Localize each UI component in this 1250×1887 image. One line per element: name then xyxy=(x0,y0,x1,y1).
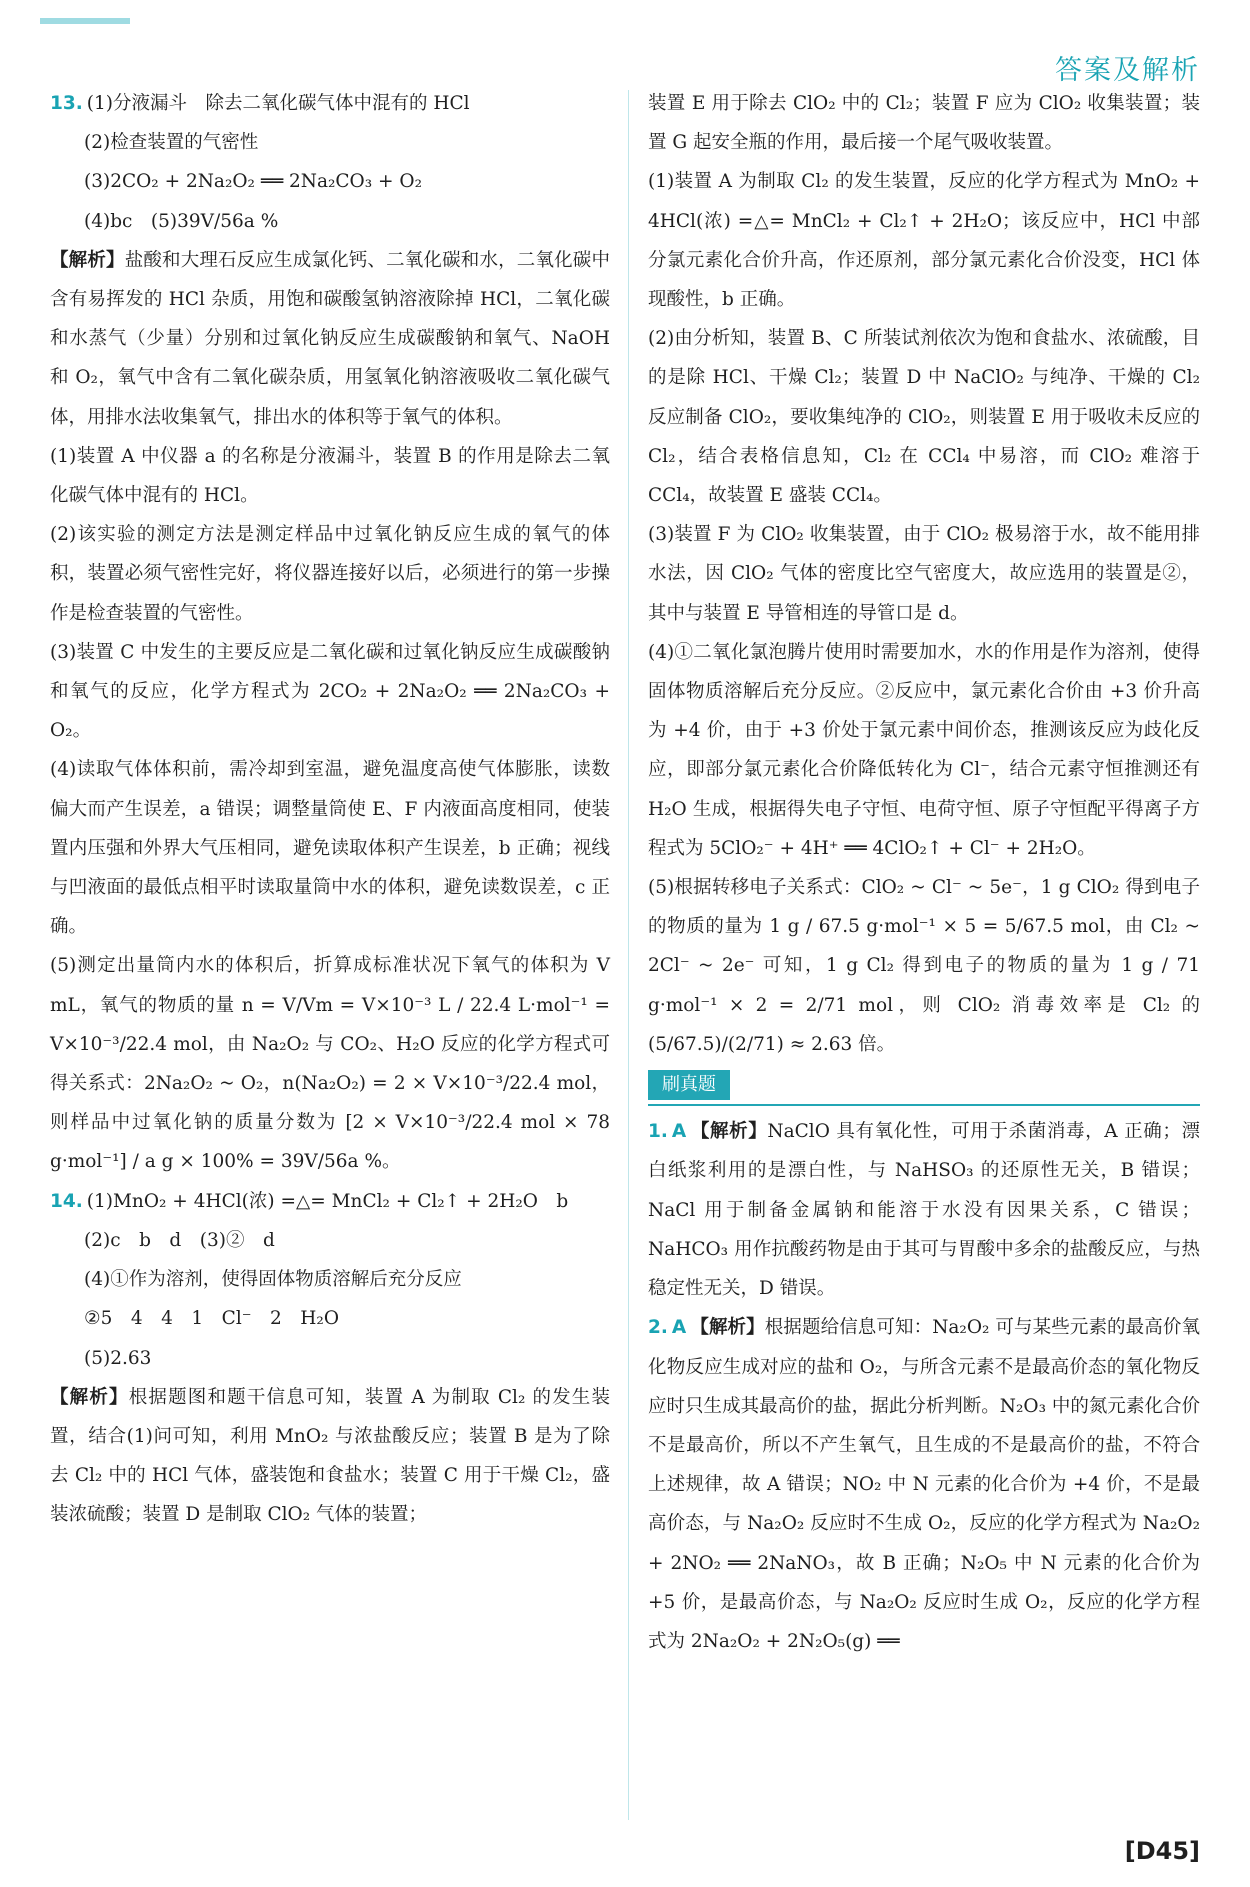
answer-line: (2)检查装置的气密性 xyxy=(84,132,259,154)
analysis-tag: 【解析】 xyxy=(50,249,125,271)
page-number: [D45] xyxy=(1124,1837,1200,1865)
answer-line: (4)bc (5)39V/56a % xyxy=(84,210,279,232)
analysis-paragraph: (1)装置 A 为制取 Cl₂ 的发生装置，反应的化学方程式为 MnO₂ + 4HCl(浓) =△= MnCl₂ + Cl₂↑ + 2H₂O；该反应中，HCl 中部分氯元素化合价升高，作还原剂，部分氯元素化合价没变，HCl 体现酸性，b 正确。 xyxy=(648,171,1200,311)
analysis-paragraph: (4)读取气体体积前，需冷却到室温，避免温度高使气体膨胀，读数偏大而产生误差，a 错误；调整量筒使 E、F 内液面高度相同，使装置内压强和外界大气压相同，避免读取体积产生误差，b 正确；视线与凹液面的最低点相平时读取量筒中水的体积，避免读数误差，c 正确。 xyxy=(50,759,610,938)
question-paragraph: 1. A 【解析】NaClO 具有氧化性，可用于杀菌消毒，A 正确；漂白纸浆利用的是漂白性，与 NaHSO₃ 的还原性无关，B 错误；NaCl 用于制备金属钠和能溶于水没有因果关系，C 错误；NaHCO₃ 用作抗酸药物是由于其可与胃酸中多余的盐酸反应，与热稳定性无关，D 错误。 xyxy=(648,1121,1200,1300)
answer-line: (4)①作为溶剂，使得固体物质溶解后充分反应 xyxy=(84,1269,462,1291)
page-header-title: 答案及解析 xyxy=(1055,55,1200,86)
question-number: 14. xyxy=(50,1190,83,1212)
analysis-tag: 【解析】 xyxy=(690,1121,768,1143)
analysis-paragraph: 【解析】根据题图和题干信息可知，装置 A 为制取 Cl₂ 的发生装置，结合(1)问可知，利用 MnO₂ 与浓盐酸反应；装置 B 是为了除去 Cl₂ 中的 HCl 气体，盛装饱和食盐水；装置 C 用于干燥 Cl₂，盛装浓硫酸；装置 D 是制取 ClO₂ 气体的装置； xyxy=(50,1386,610,1526)
analysis-paragraph: (2)该实验的测定方法是测定样品中过氧化钠反应生成的氧气的体积，装置必须气密性完好，将仪器连接好以后，必须进行的第一步操作是检查装置的气密性。 xyxy=(50,524,610,624)
analysis-tag: 【解析】 xyxy=(690,1317,765,1339)
section-banner: 刷真题 xyxy=(648,1070,730,1100)
answer-line: (3)2CO₂ + 2Na₂O₂ ══ 2Na₂CO₃ + O₂ xyxy=(84,171,422,193)
answer-line: ②5 4 4 1 Cl⁻ 2 H₂O xyxy=(84,1308,339,1330)
analysis-paragraph: (5)根据转移电子关系式：ClO₂ ~ Cl⁻ ~ 5e⁻，1 g ClO₂ 得到电子的物质的量为 1 g / 67.5 g·mol⁻¹ × 5 = 5/67.5 mol，由 Cl₂ ~ 2Cl⁻ ~ 2e⁻ 可知，1 g Cl₂ 得到电子的物质的量为 1 g / 71 g·mol⁻¹ × 2 = 2/71 mol，则 ClO₂ 消毒效率是 Cl₂ 的 (5/67.5)/(2/71) ≈ 2.63 倍。 xyxy=(648,877,1200,1055)
answer-line: (2)c b d (3)② d xyxy=(84,1229,275,1251)
analysis-paragraph: 【解析】盐酸和大理石反应生成氯化钙、二氧化碳和水，二氧化碳中含有易挥发的 HCl 杂质，用饱和碳酸氢钠溶液除掉 HCl，二氧化碳和水蒸气（少量）分别和过氧化钠反应生成碳酸钠和氧气、NaOH 和 O₂，氧气中含有二氧化碳杂质，用氢氧化钠溶液吸收二氧化碳气体，用排水法收集氧气，排出水的体积等于氧气的体积。 xyxy=(50,249,610,428)
question-paragraph: 2. A 【解析】根据题给信息可知：Na₂O₂ 可与某些元素的最高价氧化物反应生成对应的盐和 O₂，与所含元素不是最高价态的氧化物反应时只生成其最高价的盐，据此分析判断。N₂O₃ 中的氮元素化合价不是最高价，所以不产生氧气，且生成的不是最高价的盐，不符合上述规律，故 A 错误；NO₂ 中 N 元素的化合价为 +4 价，不是最高价态，与 Na₂O₂ 反应时不生成 O₂，反应的化学方程式为 Na₂O₂ + 2NO₂ ══ 2NaNO₃，故 B 正确；N₂O₅ 中 N 元素的化合价为 +5 价，是最高价态，与 Na₂O₂ 反应时生成 O₂，反应的化学方程式为 2Na₂O₂ + 2N₂O₅(g) ══ xyxy=(648,1317,1200,1652)
left-column xyxy=(50,84,610,1535)
right-column xyxy=(648,84,1200,1661)
answer-line: (5)2.63 xyxy=(84,1347,152,1369)
question-answer: A xyxy=(671,1317,687,1339)
analysis-paragraph: (4)①二氧化氯泡腾片使用时需要加水，水的作用是作为溶剂，使得固体物质溶解后充分反应。②反应中，氯元素化合价由 +3 价升高为 +4 价，由于 +3 价处于氯元素中间价态，推测该反应为歧化反应，即部分氯元素化合价降低转化为 Cl⁻，结合元素守恒推测还有 H₂O 生成，根据得失电子守恒、电荷守恒、原子守恒配平得离子方程式为 5ClO₂⁻ + 4H⁺ ══ 4ClO₂↑ + Cl⁻ + 2H₂O。 xyxy=(648,641,1200,859)
analysis-paragraph: 装置 E 用于除去 ClO₂ 中的 Cl₂；装置 F 应为 ClO₂ 收集装置；装置 G 起安全瓶的作用，最后接一个尾气吸收装置。 xyxy=(648,93,1200,154)
analysis-paragraph: (3)装置 F 为 ClO₂ 收集装置，由于 ClO₂ 极易溶于水，故不能用排水法，因 ClO₂ 气体的密度比空气密度大，故应选用的装置是②，其中与装置 E 导管相连的导管口是 d。 xyxy=(648,524,1200,624)
question-number: 13. xyxy=(50,93,83,114)
analysis-tag: 【解析】 xyxy=(50,1386,129,1408)
column-divider xyxy=(628,90,629,1820)
question-answer: A xyxy=(671,1121,687,1143)
question-number: 1. xyxy=(648,1121,668,1143)
analysis-paragraph: (5)测定出量筒内水的体积后，折算成标准状况下氧气的体积为 V mL，氧气的物质的量 n = V/Vm = V×10⁻³ L / 22.4 L·mol⁻¹ = V×10⁻³/22.4 mol，由 Na₂O₂ 与 CO₂、H₂O 反应的化学方程式可得关系式：2Na₂O₂ ~ O₂，n(Na₂O₂) = 2 × V×10⁻³/22.4 mol，则样品中过氧化钠的质量分数为 [2 × V×10⁻³/22.4 mol × 78 g·mol⁻¹] / a g × 100% = 39V/56a %。 xyxy=(50,955,610,1173)
analysis-paragraph: (1)装置 A 中仪器 a 的名称是分液漏斗，装置 B 的作用是除去二氧化碳气体中混有的 HCl。 xyxy=(50,445,610,507)
analysis-paragraph: (3)装置 C 中发生的主要反应是二氧化碳和过氧化钠反应生成碳酸钠和氧气的反应，化学方程式为 2CO₂ + 2Na₂O₂ ══ 2Na₂CO₃ + O₂。 xyxy=(50,641,610,742)
section-underline xyxy=(648,1104,1200,1106)
question-number: 2. xyxy=(648,1317,668,1339)
answer-line: 13. (1)分液漏斗 除去二氧化碳气体中混有的 HCl xyxy=(50,93,470,114)
header-accent-bar xyxy=(40,18,130,24)
section-header xyxy=(648,1064,1200,1106)
answer-line: 14. (1)MnO₂ + 4HCl(浓) =△= MnCl₂ + Cl₂↑ + 2H₂O b xyxy=(50,1190,569,1212)
analysis-paragraph: (2)由分析知，装置 B、C 所装试剂依次为饱和食盐水、浓硫酸，目的是除 HCl、干燥 Cl₂；装置 D 中 NaClO₂ 与纯净、干燥的 Cl₂ 反应制备 ClO₂，要收集纯净的 ClO₂，则装置 E 用于吸收未反应的 Cl₂，结合表格信息知，Cl₂ 在 CCl₄ 中易溶，而 ClO₂ 难溶于 CCl₄，故装置 E 盛装 CCl₄。 xyxy=(648,328,1200,507)
